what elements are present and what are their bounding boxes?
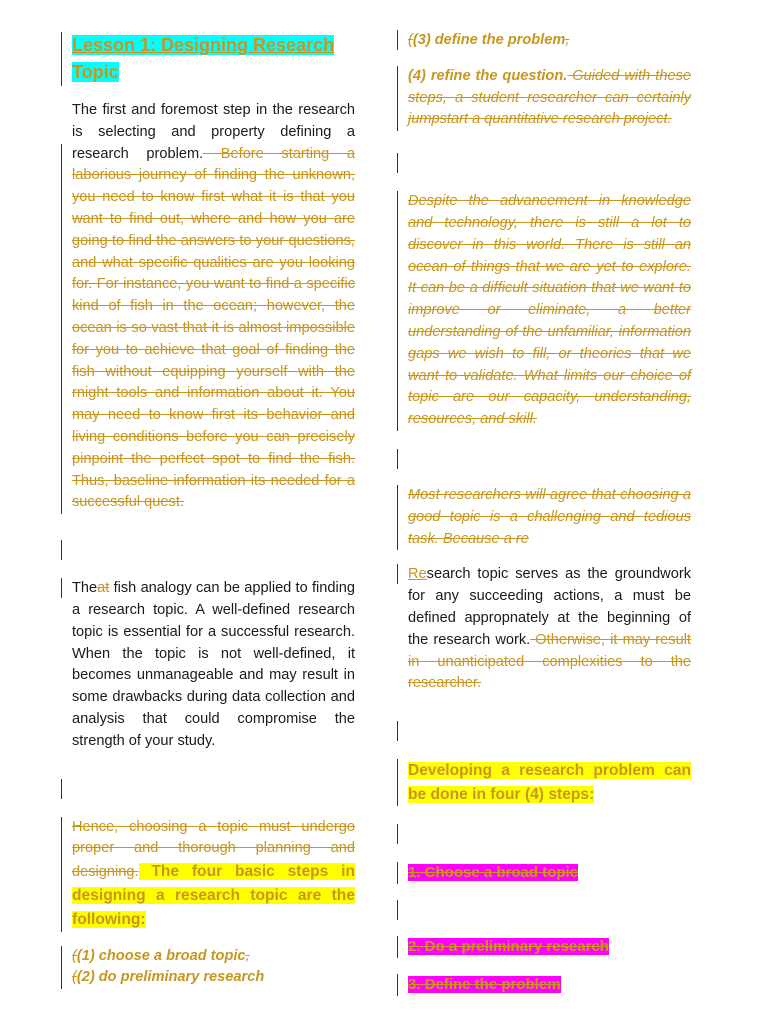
change-bar	[61, 946, 62, 990]
empty-para-bar	[61, 779, 62, 799]
change-bar	[61, 32, 62, 86]
lesson-title-block	[72, 32, 355, 86]
left-column	[72, 30, 355, 989]
analogy-deleted: at	[97, 580, 110, 597]
paragraph-analogy	[72, 578, 355, 752]
step-1-block	[408, 862, 691, 884]
change-bar	[397, 191, 398, 431]
lesson-title-part-a: Lesson 1:	[72, 35, 162, 55]
list-item-2-deleted: (	[72, 969, 77, 986]
developing-heading	[408, 759, 691, 806]
paragraph-research-topic	[408, 564, 691, 695]
list-items-right	[408, 30, 691, 52]
paragraph-despite-text: Despite the advancement in knowledge and technology, there is still a lot to discover in this world. There is still an ocean of things that we are yet to explore. It can be a difficult situation that we want to improve or eliminate, a better understanding of the unfamiliar, information gaps we wish to fill, or theories that we want to validate. What limits our choice of topic are our capacity, understanding, resources, and skill.	[408, 193, 691, 428]
developing-heading-text: Developing a research problem can be done in four (4) steps:	[408, 762, 691, 803]
change-bar	[397, 862, 398, 884]
empty-para-bar	[61, 540, 62, 560]
empty-para-bar	[397, 824, 398, 844]
paragraph-research-topic-text	[408, 564, 691, 695]
intro-plain: The first and foremost step in the research is selecting and property defining a research problem.	[72, 102, 355, 162]
research-topic-deleted: Otherwise, it may result in unanticipated complexities to the researcher.	[408, 631, 691, 692]
right-column	[408, 30, 691, 996]
change-bar	[397, 30, 398, 50]
step-2-block	[408, 936, 691, 958]
steps-intro-highlight: The four basic steps in designing a research topic are the following:	[72, 863, 355, 928]
empty-para-bar	[397, 153, 398, 173]
steps-intro-deleted: Hence, choosing a topic must undergo proper and thorough planning and designing.	[72, 818, 355, 881]
step-3: 3. Define the problem	[408, 976, 561, 994]
list-item-1	[72, 946, 355, 968]
step-3-block	[408, 974, 691, 996]
change-bar	[397, 66, 398, 131]
change-bar	[397, 564, 398, 584]
change-bar	[61, 817, 62, 932]
paragraph-intro-text	[72, 100, 355, 514]
list-items-left	[72, 946, 355, 990]
step-1: 1. Choose a broad topic	[408, 864, 579, 882]
step-2: 2. Do a preliminary research	[408, 938, 609, 956]
list-item-4-deleted: Guided with these steps, a student researcher can certainly jumpstart a quantitative research project.	[408, 67, 691, 128]
change-bar	[397, 974, 398, 996]
list-item-1-text: (1) choose a broad topic	[76, 947, 246, 964]
list-item-2-text: (2) do preliminary research	[76, 969, 265, 986]
intro-deleted: Before starting a laborious journey of finding the unknown, you need to know first what it is that you want to find out, where and how you are going to find the answers to your questions, and what specific qualities are you looking for. For instance, you want to find a specific kind of fish in the ocean; however, the ocean is so vast that it is almost impossible for you to achieve that goal of finding the fish without equipping yourself with the rnight tools and information about it. You may need to know first its behavior and living conditions before you can precisely pinpoint the perfect spot to find the fish. Thus, baseline information its needed for a successful quest.	[72, 145, 355, 511]
list-item-4-text: (4) refine the question.	[408, 67, 568, 84]
lesson-title	[72, 32, 355, 86]
empty-para-bar	[397, 900, 398, 920]
lesson-title-part-c: Topic	[72, 62, 119, 82]
list-item-3-tail: ,	[565, 32, 570, 48]
developing-heading-block	[408, 759, 691, 806]
change-bar	[397, 759, 398, 806]
research-topic-inserted: Re	[408, 566, 427, 583]
list-item-2	[72, 967, 355, 989]
list-item-4	[408, 66, 691, 131]
list-item-4-block	[408, 66, 691, 131]
research-topic-plain: search topic serves as the groundwork for any succeeding actions, a must be defined appropnately at the beginning of the research work.	[408, 566, 691, 648]
change-bar	[397, 485, 398, 550]
lesson-title-part-b: Designing Research	[161, 35, 335, 55]
list-item-1-deleted: (	[72, 947, 77, 964]
change-bar	[61, 578, 62, 598]
paragraph-steps-intro	[72, 817, 355, 932]
list-item-3-text: (3) define the problem	[412, 32, 566, 48]
analogy-start: The	[72, 580, 98, 597]
change-bar	[397, 936, 398, 958]
paragraph-most	[408, 485, 691, 550]
paragraph-analogy-text	[72, 578, 355, 752]
paragraph-most-text: Most researchers will agree that choosing a good topic is a challenging and tedious task. Because a re	[408, 486, 691, 547]
paragraph-despite	[408, 191, 691, 431]
list-item-1-tail: ,	[245, 947, 250, 964]
empty-para-bar	[397, 449, 398, 469]
analogy-rest: fish analogy can be applied to finding a research topic. A well-defined research topic is essential for a successful research. When the topic is not well-defined, it becomes unmanageable and may result in some drawbacks during data collection and analysis that could compromise the strength of your study.	[72, 580, 355, 749]
list-item-3-deleted: (	[408, 32, 413, 48]
list-item-3	[408, 30, 691, 52]
change-bar	[61, 144, 62, 514]
empty-para-bar	[397, 721, 398, 741]
paragraph-intro	[72, 100, 355, 514]
paragraph-steps-intro-text	[72, 817, 355, 932]
